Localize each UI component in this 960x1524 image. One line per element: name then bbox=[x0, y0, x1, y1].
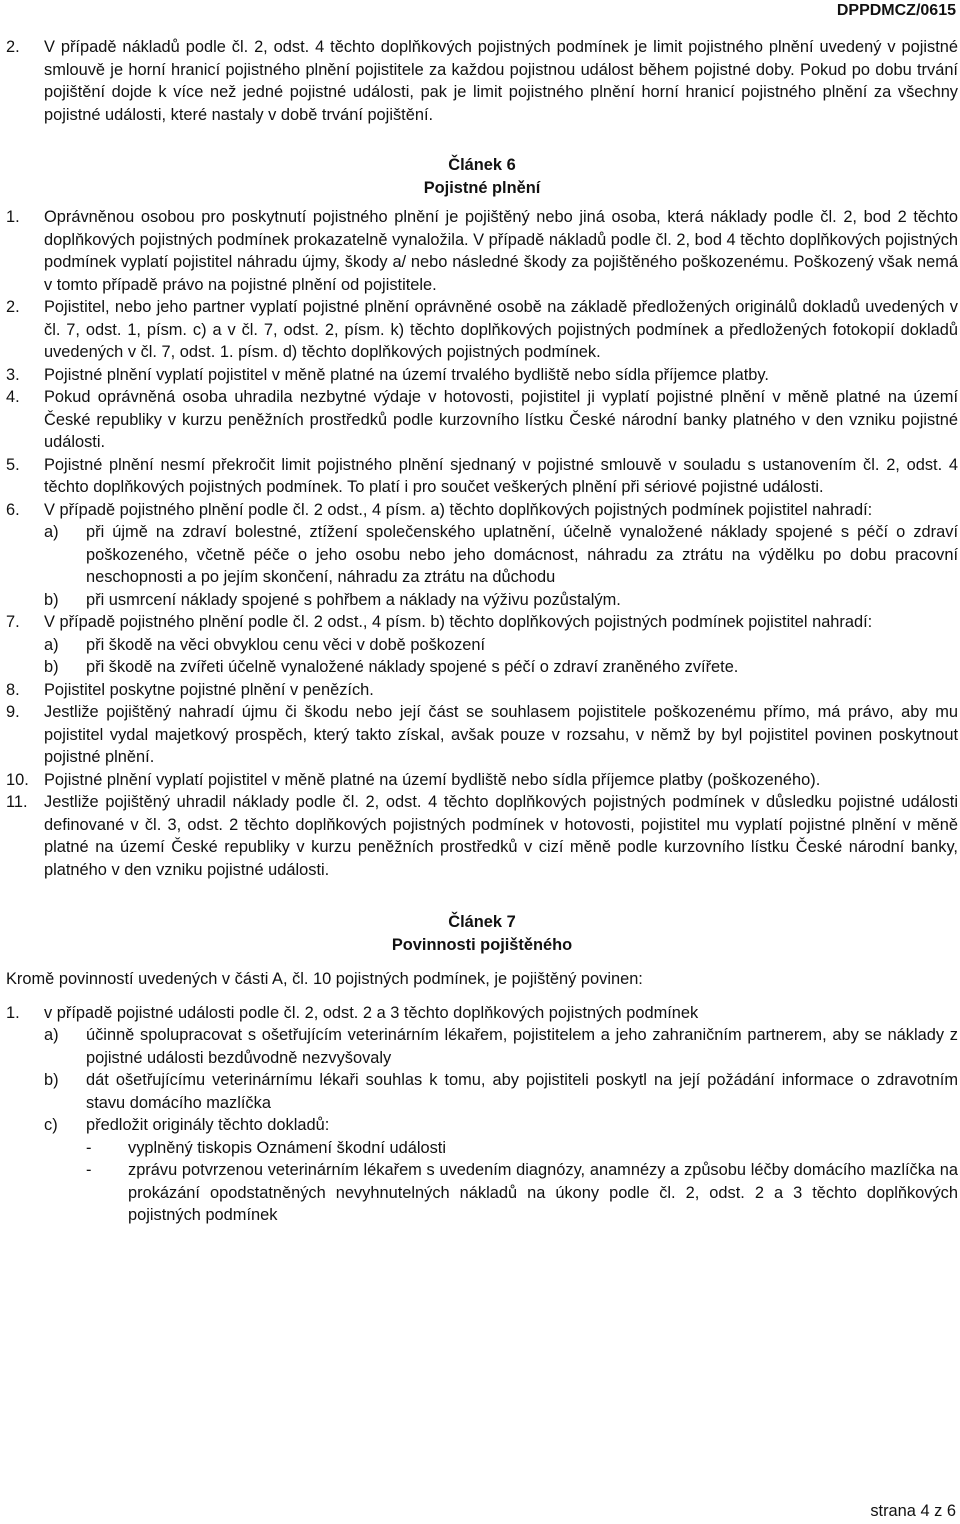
list-item bbox=[6, 499, 958, 522]
sub-text: při škodě na zvířeti účelně vynaložené náklady spojené s péčí o zdraví zraněného zvířete. bbox=[86, 658, 739, 676]
sub-text: dát ošetřujícímu veterinárnímu lékaři souhlas k tomu, aby pojistiteli poskytl na její požádání informace o zdravotním stavu domácího mazlíčka bbox=[86, 1071, 958, 1112]
list-item bbox=[6, 701, 958, 769]
document-content bbox=[6, 36, 958, 1227]
article-6-heading bbox=[6, 154, 958, 200]
item-number: 5. bbox=[6, 455, 20, 474]
list-item bbox=[6, 296, 958, 364]
article-subtitle: Pojistné plnění bbox=[423, 179, 541, 197]
sub-text: předložit originály těchto dokladů: bbox=[86, 1116, 330, 1134]
item-number: 1. bbox=[6, 208, 20, 226]
item-number: 2. bbox=[6, 298, 20, 316]
article-7-heading bbox=[6, 911, 958, 957]
item-number: 8. bbox=[6, 680, 20, 699]
list-item bbox=[6, 679, 958, 702]
list-item bbox=[6, 206, 958, 296]
sub-item bbox=[44, 634, 958, 657]
sub-item bbox=[44, 1069, 958, 1114]
item-number: 9. bbox=[6, 703, 20, 721]
item-number: 1. bbox=[6, 1003, 20, 1022]
item-text: Pojistitel, nebo jeho partner vyplatí pojistné plnění oprávněné osobě na základě předložených originálů dokladů uvedených v čl. 7, odst. 1, písm. c) a v čl. 7, odst. 2, písm. k) těchto doplňkových pojistných podmínek a předložených fotokopií dokladů uvedených v čl. 7, odst. 1. písm. d) těchto doplňkových pojistných podmínek. bbox=[44, 298, 958, 361]
dash-text: vyplněný tiskopis Oznámení škodní události bbox=[128, 1138, 446, 1157]
item-number: 3. bbox=[6, 365, 20, 384]
sub-letter: b) bbox=[44, 1071, 59, 1089]
item-text: Pojistitel poskytne pojistné plnění v penězích. bbox=[44, 680, 374, 699]
sub-letter: b) bbox=[44, 658, 59, 676]
item-number: 4. bbox=[6, 388, 20, 406]
item-text: V případě pojistného plnění podle čl. 2 odst., 4 písm. b) těchto doplňkových pojistných podmínek pojistitel nahradí: bbox=[44, 613, 873, 631]
sub-letter: b) bbox=[44, 590, 59, 609]
dash-text: zprávu potvrzenou veterinárním lékařem s uvedením diagnózy, anamnézy a způsobu léčby domácího mazlíčka na prokázání opodstatněných nevyhnutelných nákladů na úkony podle čl. 2, odst. 2 a 3 těchto doplňkových pojistných podmínek bbox=[128, 1161, 958, 1224]
item-text: v případě pojistné události podle čl. 2, odst. 2 a 3 těchto doplňkových pojistných podmínek bbox=[44, 1003, 699, 1022]
list-item bbox=[6, 611, 958, 634]
article-title: Článek 6 bbox=[448, 156, 516, 174]
sub-text: při újmě na zdraví bolestné, ztížení společenského uplatnění, účelně vynaložené náklady spojené s péčí o zdraví poškozeného, včetně péče o jeho osobu nebo jeho domácnost, náhradu za ztrátu na výdělku po dobu pracovní neschopnosti a po jejím skončení, náhradu za ztrátu na důchodu bbox=[86, 523, 958, 586]
sub-item bbox=[44, 1024, 958, 1069]
item-number: 10. bbox=[6, 770, 29, 789]
sub-text: účinně spolupracovat s ošetřujícím veterinárním lékařem, pojistitelem a jeho zahraničním partnerem, aby se náklady z pojistné události bezdůvodně nezvyšovaly bbox=[86, 1026, 958, 1067]
item-text: Pojistné plnění vyplatí pojistitel v měně platné na území trvalého bydliště nebo sídla příjemce platby. bbox=[44, 365, 769, 384]
list-item bbox=[6, 454, 958, 499]
sub-letter: a) bbox=[44, 635, 59, 654]
sub-letter: c) bbox=[44, 1116, 58, 1134]
item-text: V případě nákladů podle čl. 2, odst. 4 těchto doplňkových pojistných podmínek je limit pojistného plnění uvedený v pojistné smlouvě je horní hranicí pojistného plnění pojistitele za každou pojistnou událost během pojistné doby. Pokud po dobu trvání pojištění dojde k více než jedné pojistné události, pak je limit pojistného plnění horní hranicí pojistného plnění za všechny pojistné události, které nastaly v době trvání pojištění. bbox=[44, 38, 958, 124]
page-number: strana 4 z 6 bbox=[870, 1502, 956, 1520]
item-text: Pojistné plnění vyplatí pojistitel v měně platné na území bydliště nebo sídla příjemce platby (poškozeného). bbox=[44, 770, 821, 789]
sub-text: při škodě na věci obvyklou cenu věci v době poškození bbox=[86, 635, 486, 654]
item-number: 2. bbox=[6, 38, 20, 56]
list-item bbox=[6, 791, 958, 881]
item-text: Jestliže pojištěný nahradí újmu či škodu nebo její část se souhlasem pojistitele poškozenému přímo, má právo, aby mu pojistitel vydal majetkový prospěch, který takto získal, avšak pouze v rozsahu, v němž by byl pojistitel povinen poskytnout pojistné plnění. bbox=[44, 703, 958, 766]
sub-item bbox=[44, 589, 958, 612]
article-title: Článek 7 bbox=[448, 913, 516, 931]
sub-text: při usmrcení náklady spojené s pohřbem a náklady na výživu pozůstalým. bbox=[86, 590, 621, 609]
item-text: Pojistné plnění nesmí překročit limit pojistného plnění sjednaný v pojistné smlouvě v souladu s ustanovením čl. 2, odst. 4 těchto doplňkových pojistných podmínek. To platí i pro součet veškerých plnění při sériové pojistné události. bbox=[44, 455, 958, 496]
list-item bbox=[6, 364, 958, 387]
sub-letter: a) bbox=[44, 523, 59, 541]
list-item bbox=[6, 769, 958, 792]
sub-letter: a) bbox=[44, 1026, 59, 1044]
article-intro: Kromě povinností uvedených v části A, čl. 10 pojistných podmínek, je pojištěný povinen: bbox=[6, 970, 643, 988]
article-subtitle: Povinnosti pojištěného bbox=[391, 936, 573, 954]
sub-item bbox=[44, 1114, 958, 1137]
list-item bbox=[6, 1002, 958, 1025]
dash-marker: - bbox=[86, 1161, 92, 1179]
item-text: Oprávněnou osobou pro poskytnutí pojistného plnění je pojištěný nebo jiná osoba, která náklady podle čl. 2, bod 2 těchto doplňkových pojistných podmínek prokazatelně vynaložila. V případě nákladů podle čl. 2, bod 4 těchto doplňkových pojistných podmínek vyplatí pojistitel náhradu újmy, škody a/ nebo následné škody za pojištěného poškozenému. Poškozený však nemá v tomto případě právo na pojistné plnění od pojistitele. bbox=[44, 208, 958, 294]
item-text: V případě pojistného plnění podle čl. 2 odst., 4 písm. a) těchto doplňkových pojistných podmínek pojistitel nahradí: bbox=[44, 500, 873, 519]
item-number: 11. bbox=[6, 793, 28, 811]
sub-item bbox=[44, 656, 958, 679]
list-item bbox=[6, 386, 958, 454]
item-text: Jestliže pojištěný uhradil náklady podle čl. 2, odst. 4 těchto doplňkových pojistných podmínek v důsledku pojistné události definované v čl. 3, odst. 2 těchto doplňkových pojistných podmínek v hotovosti, pojistitel mu vyplatí pojistné plnění v měně platné na území České republiky v kurzu peněžních prostředků v cizí měně podle kurzovního lístku České národní banky, platného v den vzniku pojistné události. bbox=[44, 793, 958, 879]
intro-paragraph bbox=[6, 36, 958, 126]
item-number: 6. bbox=[6, 500, 20, 519]
sub-item bbox=[44, 521, 958, 589]
dash-item bbox=[86, 1159, 958, 1227]
item-text: Pokud oprávněná osoba uhradila nezbytné výdaje v hotovosti, pojistitel ji vyplatí pojistné plnění v měně platné na území České republiky v kurzu peněžních prostředků podle kurzovního lístku České národní banky platného v den vzniku pojistné události. bbox=[44, 388, 958, 451]
document-code: DPPDMCZ/0615 bbox=[836, 2, 956, 19]
dash-item bbox=[86, 1137, 958, 1160]
item-number: 7. bbox=[6, 613, 20, 631]
dash-marker: - bbox=[86, 1138, 92, 1157]
